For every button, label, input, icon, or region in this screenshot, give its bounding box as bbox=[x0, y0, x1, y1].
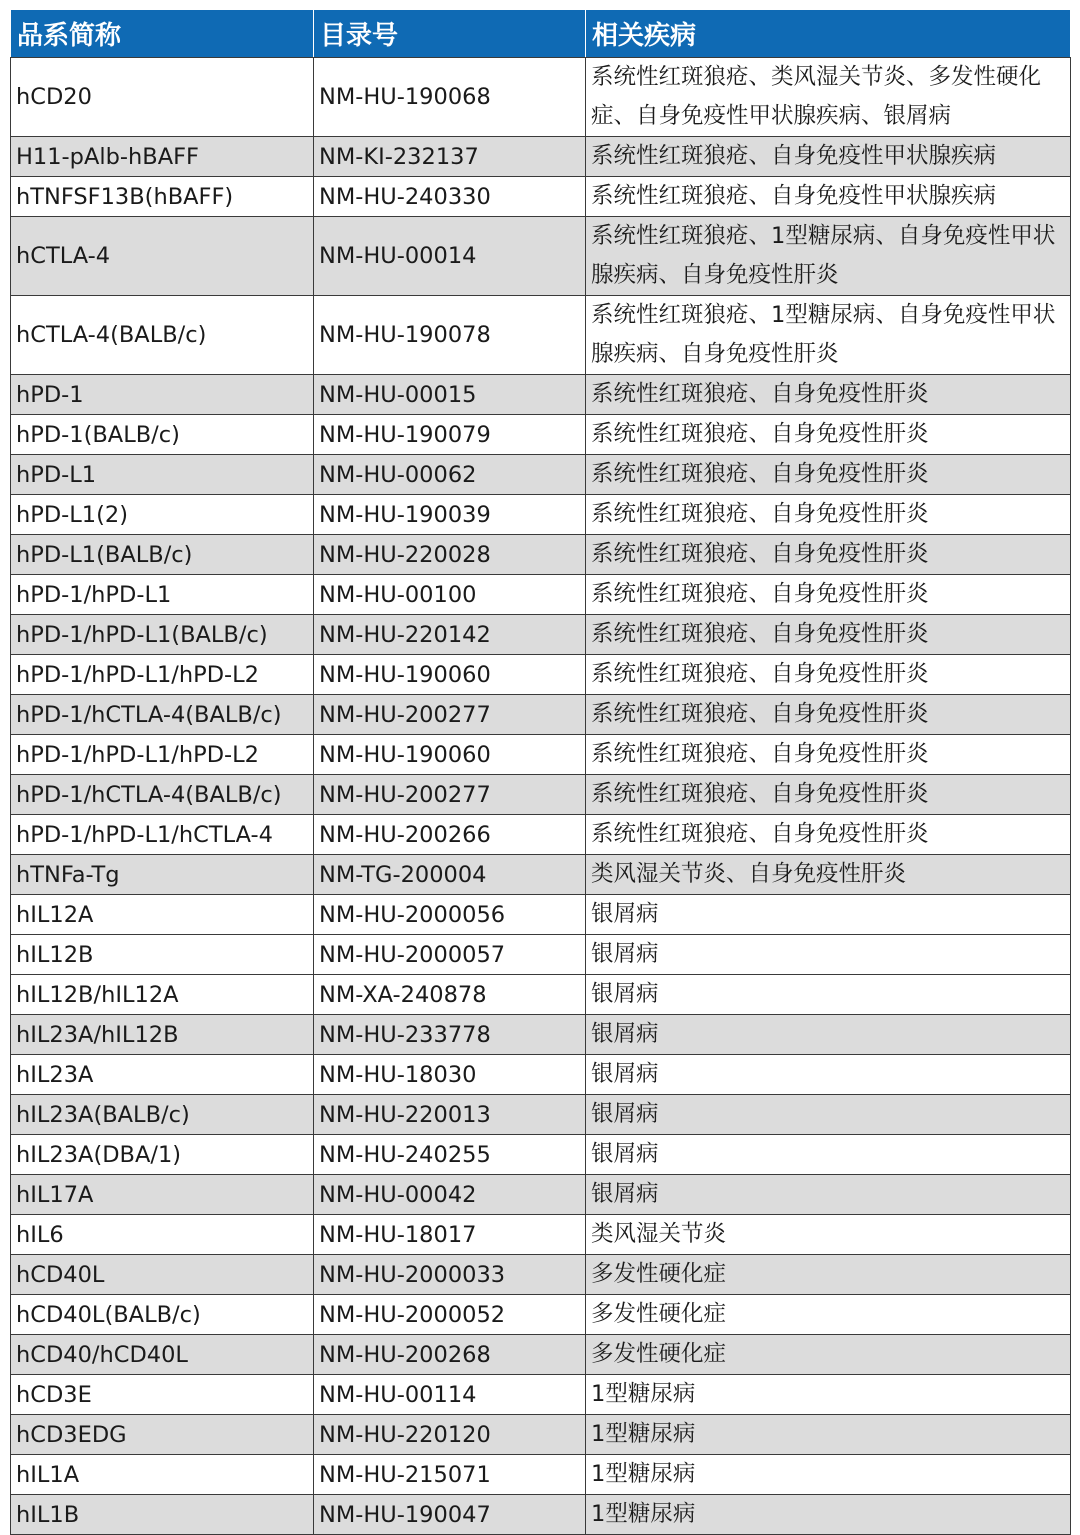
table-row bbox=[11, 935, 1071, 975]
catalog-cell: NM-HU-200277 bbox=[314, 695, 586, 735]
disease-cell: 系统性红斑狼疮、自身免疫性甲状腺疾病 bbox=[586, 177, 1071, 217]
catalog-cell: NM-HU-00062 bbox=[314, 455, 586, 495]
strain-cell: hPD-1/hPD-L1/hPD-L2 bbox=[11, 655, 314, 695]
disease-cell: 类风湿关节炎、自身免疫性肝炎 bbox=[586, 855, 1071, 895]
strain-cell: hCD40L(BALB/c) bbox=[11, 1295, 314, 1335]
catalog-cell: NM-HU-215071 bbox=[314, 1455, 586, 1495]
table-row bbox=[11, 655, 1071, 695]
table-row bbox=[11, 1415, 1071, 1455]
catalog-cell: NM-HU-2000056 bbox=[314, 895, 586, 935]
catalog-cell: NM-HU-00014 bbox=[314, 217, 586, 296]
catalog-cell: NM-HU-190039 bbox=[314, 495, 586, 535]
catalog-cell: NM-HU-190078 bbox=[314, 296, 586, 375]
catalog-cell: NM-HU-2000052 bbox=[314, 1295, 586, 1335]
disease-cell: 多发性硬化症 bbox=[586, 1295, 1071, 1335]
catalog-cell: NM-HU-18030 bbox=[314, 1055, 586, 1095]
catalog-cell: NM-HU-2000033 bbox=[314, 1255, 586, 1295]
table-row bbox=[11, 1055, 1071, 1095]
header-catalog: 目录号 bbox=[314, 10, 586, 58]
catalog-cell: NM-HU-220120 bbox=[314, 1415, 586, 1455]
catalog-cell: NM-HU-00042 bbox=[314, 1175, 586, 1215]
strain-cell: hCD20 bbox=[11, 58, 314, 137]
table-row bbox=[11, 815, 1071, 855]
strain-cell: hTNFa-Tg bbox=[11, 855, 314, 895]
catalog-cell: NM-HU-18017 bbox=[314, 1215, 586, 1255]
catalog-cell: NM-HU-190060 bbox=[314, 735, 586, 775]
table-row bbox=[11, 375, 1071, 415]
table-header-row bbox=[11, 10, 1071, 58]
strain-cell: hPD-1/hPD-L1 bbox=[11, 575, 314, 615]
disease-cell: 系统性红斑狼疮、自身免疫性肝炎 bbox=[586, 735, 1071, 775]
catalog-cell: NM-HU-00015 bbox=[314, 375, 586, 415]
strain-cell: hIL23A(DBA/1) bbox=[11, 1135, 314, 1175]
table-row bbox=[11, 137, 1071, 177]
strain-cell: hPD-1 bbox=[11, 375, 314, 415]
table-row bbox=[11, 1135, 1071, 1175]
strain-cell: hIL1B bbox=[11, 1495, 314, 1535]
disease-cell: 系统性红斑狼疮、自身免疫性肝炎 bbox=[586, 415, 1071, 455]
disease-cell: 系统性红斑狼疮、自身免疫性肝炎 bbox=[586, 655, 1071, 695]
strain-cell: H11-pAlb-hBAFF bbox=[11, 137, 314, 177]
disease-cell: 1型糖尿病 bbox=[586, 1455, 1071, 1495]
strain-cell: hPD-L1 bbox=[11, 455, 314, 495]
disease-cell: 系统性红斑狼疮、1型糖尿病、自身免疫性甲状腺疾病、自身免疫性肝炎 bbox=[586, 217, 1071, 296]
catalog-cell: NM-HU-240330 bbox=[314, 177, 586, 217]
catalog-cell: NM-HU-00114 bbox=[314, 1375, 586, 1415]
header-strain: 品系简称 bbox=[11, 10, 314, 58]
table-row bbox=[11, 495, 1071, 535]
strain-cell: hIL17A bbox=[11, 1175, 314, 1215]
strain-cell: hCTLA-4 bbox=[11, 217, 314, 296]
table-row bbox=[11, 177, 1071, 217]
catalog-cell: NM-HU-240255 bbox=[314, 1135, 586, 1175]
table-row bbox=[11, 615, 1071, 655]
disease-cell: 系统性红斑狼疮、自身免疫性肝炎 bbox=[586, 495, 1071, 535]
table-row bbox=[11, 1175, 1071, 1215]
strain-cell: hIL1A bbox=[11, 1455, 314, 1495]
disease-cell: 系统性红斑狼疮、自身免疫性甲状腺疾病 bbox=[586, 137, 1071, 177]
table-row bbox=[11, 735, 1071, 775]
disease-cell: 1型糖尿病 bbox=[586, 1375, 1071, 1415]
strain-disease-table bbox=[10, 9, 1071, 1535]
strain-cell: hPD-1(BALB/c) bbox=[11, 415, 314, 455]
disease-cell: 系统性红斑狼疮、自身免疫性肝炎 bbox=[586, 695, 1071, 735]
disease-cell: 银屑病 bbox=[586, 1055, 1071, 1095]
strain-cell: hCD40L bbox=[11, 1255, 314, 1295]
strain-cell: hPD-1/hCTLA-4(BALB/c) bbox=[11, 775, 314, 815]
disease-cell: 银屑病 bbox=[586, 1095, 1071, 1135]
catalog-cell: NM-HU-220013 bbox=[314, 1095, 586, 1135]
disease-cell: 银屑病 bbox=[586, 935, 1071, 975]
strain-cell: hCTLA-4(BALB/c) bbox=[11, 296, 314, 375]
table-row bbox=[11, 1375, 1071, 1415]
catalog-cell: NM-HU-190047 bbox=[314, 1495, 586, 1535]
disease-cell: 多发性硬化症 bbox=[586, 1255, 1071, 1295]
catalog-cell: NM-HU-220028 bbox=[314, 535, 586, 575]
table-row bbox=[11, 975, 1071, 1015]
table-row bbox=[11, 296, 1071, 375]
catalog-cell: NM-HU-233778 bbox=[314, 1015, 586, 1055]
table-row bbox=[11, 1255, 1071, 1295]
table-row bbox=[11, 1095, 1071, 1135]
disease-cell: 银屑病 bbox=[586, 1135, 1071, 1175]
disease-cell: 系统性红斑狼疮、1型糖尿病、自身免疫性甲状腺疾病、自身免疫性肝炎 bbox=[586, 296, 1071, 375]
catalog-cell: NM-TG-200004 bbox=[314, 855, 586, 895]
table-row bbox=[11, 855, 1071, 895]
table-row bbox=[11, 775, 1071, 815]
table-row bbox=[11, 1015, 1071, 1055]
disease-cell: 1型糖尿病 bbox=[586, 1415, 1071, 1455]
catalog-cell: NM-HU-190079 bbox=[314, 415, 586, 455]
table-row bbox=[11, 535, 1071, 575]
catalog-cell: NM-HU-190060 bbox=[314, 655, 586, 695]
strain-cell: hIL6 bbox=[11, 1215, 314, 1255]
table-row bbox=[11, 415, 1071, 455]
disease-cell: 银屑病 bbox=[586, 1015, 1071, 1055]
disease-cell: 1型糖尿病 bbox=[586, 1495, 1071, 1535]
disease-cell: 系统性红斑狼疮、自身免疫性肝炎 bbox=[586, 535, 1071, 575]
disease-cell: 银屑病 bbox=[586, 895, 1071, 935]
strain-cell: hCD3E bbox=[11, 1375, 314, 1415]
disease-cell: 系统性红斑狼疮、自身免疫性肝炎 bbox=[586, 575, 1071, 615]
table-row bbox=[11, 575, 1071, 615]
strain-cell: hPD-1/hPD-L1(BALB/c) bbox=[11, 615, 314, 655]
table-row bbox=[11, 455, 1071, 495]
disease-cell: 系统性红斑狼疮、自身免疫性肝炎 bbox=[586, 775, 1071, 815]
catalog-cell: NM-HU-220142 bbox=[314, 615, 586, 655]
strain-cell: hPD-1/hPD-L1/hPD-L2 bbox=[11, 735, 314, 775]
disease-cell: 系统性红斑狼疮、自身免疫性肝炎 bbox=[586, 615, 1071, 655]
strain-cell: hTNFSF13B(hBAFF) bbox=[11, 177, 314, 217]
strain-cell: hPD-L1(BALB/c) bbox=[11, 535, 314, 575]
strain-cell: hPD-L1(2) bbox=[11, 495, 314, 535]
strain-cell: hIL12B/hIL12A bbox=[11, 975, 314, 1015]
strain-cell: hPD-1/hCTLA-4(BALB/c) bbox=[11, 695, 314, 735]
catalog-cell: NM-XA-240878 bbox=[314, 975, 586, 1015]
disease-cell: 系统性红斑狼疮、自身免疫性肝炎 bbox=[586, 815, 1071, 855]
catalog-cell: NM-HU-00100 bbox=[314, 575, 586, 615]
disease-cell: 银屑病 bbox=[586, 1175, 1071, 1215]
table-row bbox=[11, 1335, 1071, 1375]
table-row bbox=[11, 1455, 1071, 1495]
disease-cell: 系统性红斑狼疮、自身免疫性肝炎 bbox=[586, 375, 1071, 415]
catalog-cell: NM-HU-200266 bbox=[314, 815, 586, 855]
table-row bbox=[11, 1215, 1071, 1255]
catalog-cell: NM-KI-232137 bbox=[314, 137, 586, 177]
strain-cell: hIL12A bbox=[11, 895, 314, 935]
table-row bbox=[11, 1495, 1071, 1535]
strain-cell: hIL23A/hIL12B bbox=[11, 1015, 314, 1055]
header-disease: 相关疾病 bbox=[586, 10, 1071, 58]
disease-cell: 银屑病 bbox=[586, 975, 1071, 1015]
catalog-cell: NM-HU-2000057 bbox=[314, 935, 586, 975]
table-row bbox=[11, 695, 1071, 735]
strain-cell: hCD40/hCD40L bbox=[11, 1335, 314, 1375]
table-row bbox=[11, 58, 1071, 137]
catalog-cell: NM-HU-200268 bbox=[314, 1335, 586, 1375]
disease-cell: 类风湿关节炎 bbox=[586, 1215, 1071, 1255]
strain-cell: hIL23A bbox=[11, 1055, 314, 1095]
table-row bbox=[11, 895, 1071, 935]
disease-cell: 系统性红斑狼疮、自身免疫性肝炎 bbox=[586, 455, 1071, 495]
catalog-cell: NM-HU-200277 bbox=[314, 775, 586, 815]
table-row bbox=[11, 1295, 1071, 1335]
table-row bbox=[11, 217, 1071, 296]
strain-cell: hPD-1/hPD-L1/hCTLA-4 bbox=[11, 815, 314, 855]
strain-cell: hCD3EDG bbox=[11, 1415, 314, 1455]
strain-cell: hIL23A(BALB/c) bbox=[11, 1095, 314, 1135]
disease-cell: 多发性硬化症 bbox=[586, 1335, 1071, 1375]
catalog-cell: NM-HU-190068 bbox=[314, 58, 586, 137]
disease-cell: 系统性红斑狼疮、类风湿关节炎、多发性硬化症、自身免疫性甲状腺疾病、银屑病 bbox=[586, 58, 1071, 137]
strain-cell: hIL12B bbox=[11, 935, 314, 975]
